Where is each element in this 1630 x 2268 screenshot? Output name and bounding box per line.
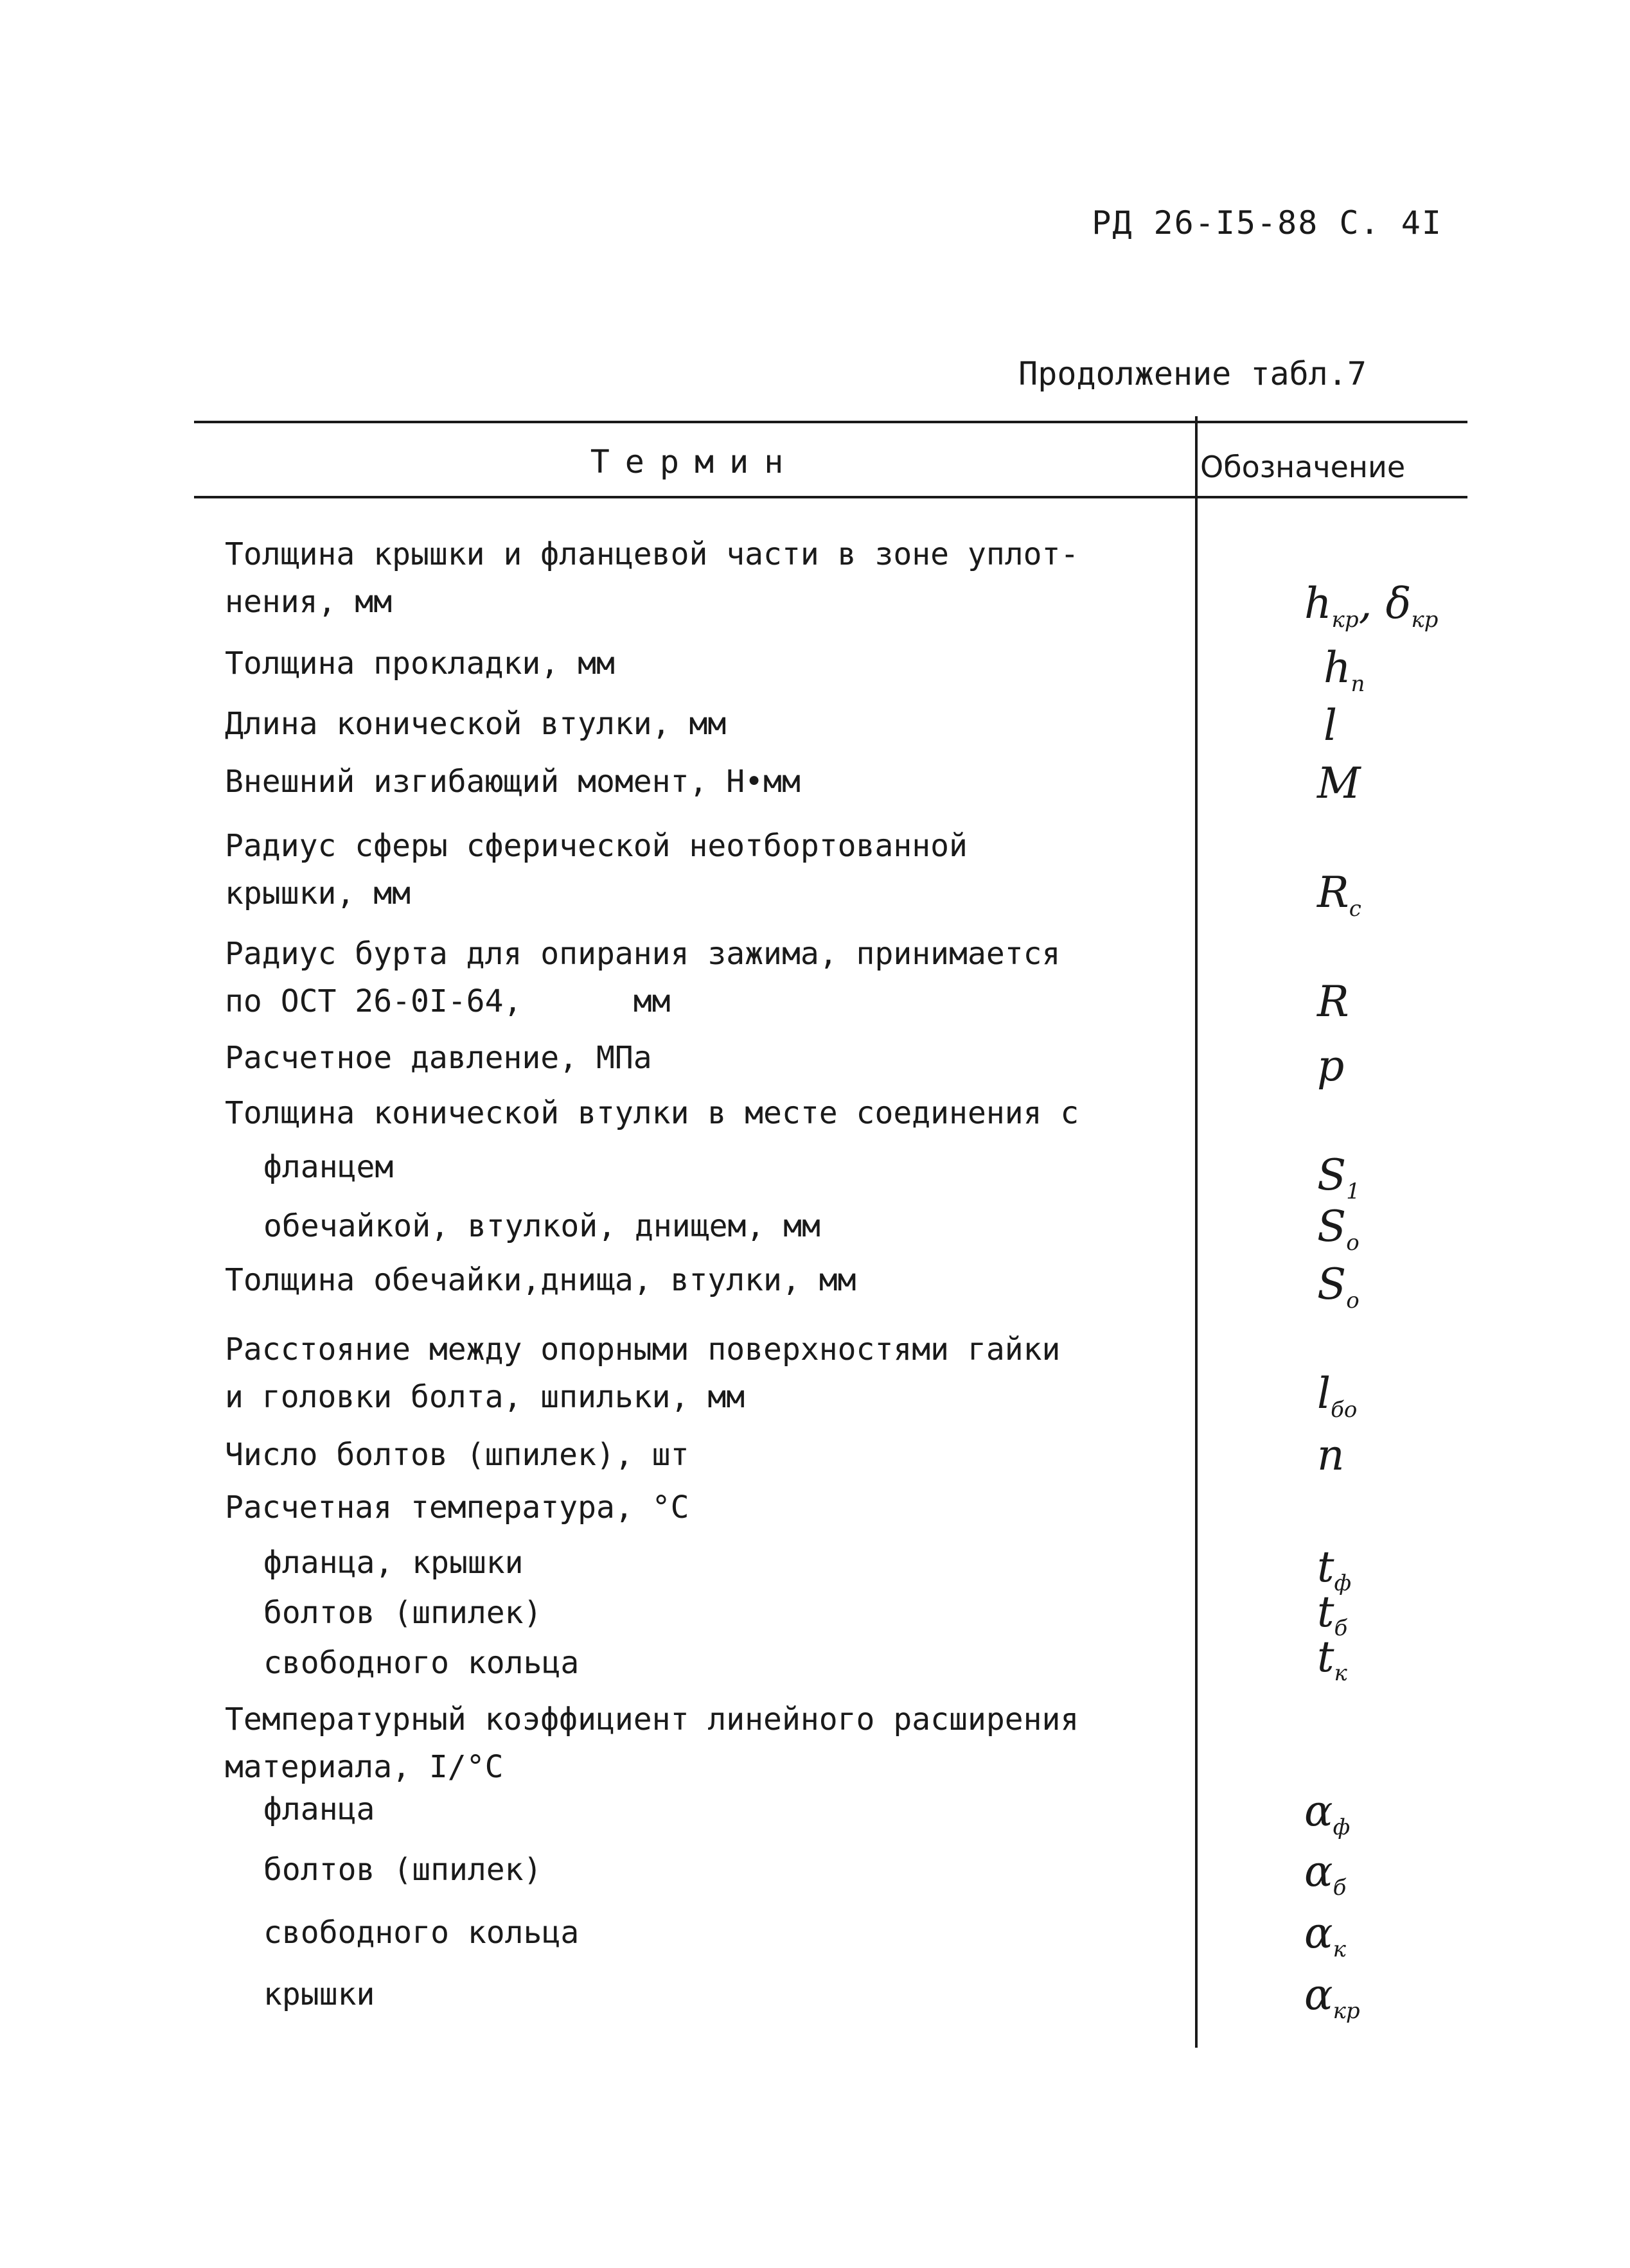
term-alpha-ring: свободного кольца (263, 1915, 580, 1951)
term-cover-thickness: Толщина крышки и фланцевой части в зоне уплот- нения, мм (225, 536, 1079, 620)
page-header: РД 26-I5-88 С. 4I (1092, 204, 1442, 242)
term-gasket-thickness: Толщина прокладки, мм (225, 646, 615, 681)
term-temp-flange: фланца, крышки (263, 1545, 524, 1581)
term-sphere-radius: Радиус сферы сферической неотбортованной крышки, мм (225, 828, 968, 911)
term-hub-at-shell: обечайкой, втулкой, днищем, мм (263, 1208, 820, 1244)
term-design-temperature: Расчетная температура, °С (225, 1490, 689, 1525)
symbol-t-b: $t_б$ (1317, 1587, 1348, 1642)
term-conical-hub-length: Длина конической втулки, мм (225, 706, 727, 742)
symbol-l: l (1324, 701, 1338, 750)
symbol-t-f: $t_ф$ (1317, 1542, 1352, 1597)
symbol-alpha-k: $\alpha_к$ (1304, 1908, 1346, 1963)
term-hub-at-flange: фланцем (263, 1149, 394, 1185)
term-shell-thickness: Толщина обечайки,днища, втулки, мм (225, 1262, 856, 1298)
term-hub-thickness: Толщина конической втулки в месте соединения с (225, 1095, 1079, 1131)
symbol-l-bo: $l_{бо}$ (1317, 1369, 1358, 1423)
table-caption: Продолжение табл.7 (1018, 355, 1367, 392)
table-header-rule (194, 496, 1467, 498)
column-header-symbol: Обозначение (1200, 450, 1406, 484)
symbol-s0-shell: $S_o$ (1317, 1260, 1360, 1314)
term-alpha-bolts: болтов (шпилек) (263, 1852, 542, 1888)
symbol-h-p: $h_п$ (1324, 643, 1365, 698)
symbol-alpha-b: $\alpha_б$ (1304, 1847, 1347, 1901)
term-bending-moment: Внешний изгибающий момент, Н•мм (225, 764, 801, 800)
term-temp-bolts: болтов (шпилек) (263, 1595, 542, 1631)
symbol-r: R (1317, 977, 1349, 1026)
symbol-p: p (1317, 1041, 1345, 1091)
symbol-s0-hub: $S_o$ (1317, 1202, 1360, 1256)
symbol-alpha-kr: $\alpha_{кр}$ (1304, 1970, 1360, 2025)
column-header-term: Термин (590, 443, 799, 480)
table-top-rule (194, 421, 1467, 423)
term-bolt-length: Расстояние между опорными поверхностями гайки и головки болта, шпильки, мм (225, 1332, 1061, 1415)
symbol-t-k: $t_к$ (1317, 1632, 1347, 1687)
term-expansion-coefficient: Температурный коэффициент линейного расширения материала, I/°С (225, 1701, 1079, 1785)
term-bolt-count: Число болтов (шпилек), шт (225, 1437, 689, 1473)
term-temp-ring: свободного кольца (263, 1645, 580, 1681)
term-collar-radius: Радиус бурта для опирания зажима, принимается по ОСТ 26-0I-64, мм (225, 936, 1061, 1019)
symbol-m: M (1317, 759, 1361, 808)
column-divider (1195, 416, 1198, 2048)
term-design-pressure: Расчетное давление, МПа (225, 1040, 652, 1076)
term-alpha-cover: крышки (263, 1976, 375, 2012)
symbol-s1: $S_1$ (1317, 1150, 1360, 1205)
symbol-r-c: $R_c$ (1317, 868, 1361, 922)
symbol-alpha-f: $\alpha_ф$ (1304, 1786, 1351, 1841)
symbol-n: n (1317, 1430, 1345, 1480)
symbol-h-kr: $h_{кр}$, $\delta_{кр}$ (1304, 579, 1439, 633)
term-alpha-flange: фланца (263, 1791, 375, 1827)
